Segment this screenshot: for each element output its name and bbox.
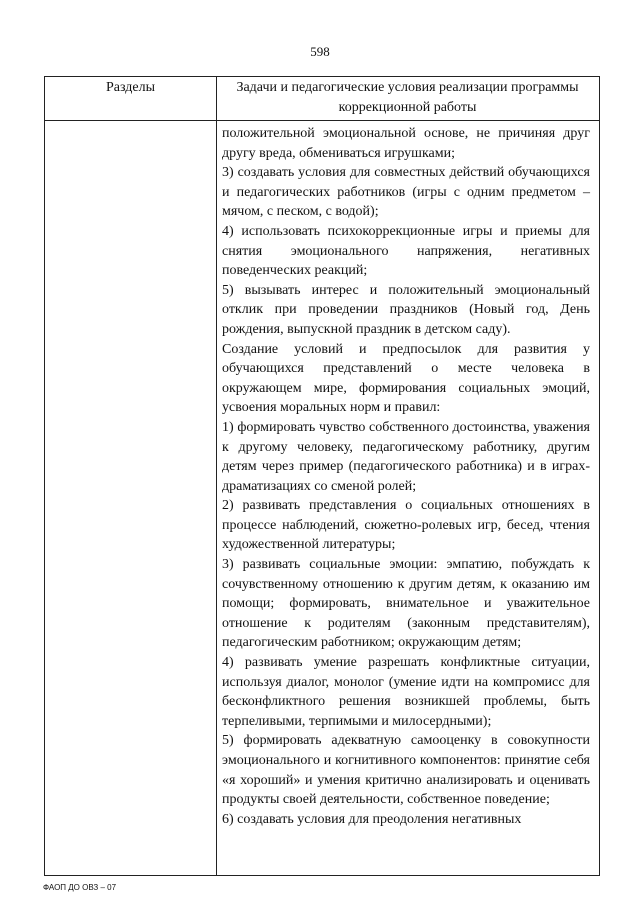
paragraph: 3) развивать социальные эмоции: эмпатию, побуждать к сочувственному отношению к другим детям, к оказанию им помощи; формировать, внимательное и уважительное отношение к родителям (законным представителям), педагогическим работником; окружающим детям; [222, 557, 590, 651]
column-divider [216, 77, 217, 875]
content-table [44, 76, 600, 876]
paragraph: 6) создавать условия для преодоления негативных [222, 811, 522, 827]
paragraph: 2) развивать представления о социальных отношениях в процессе наблюдений, сюжетно-ролевых игр, бесед, чтения художественной литературы; [222, 498, 590, 553]
tasks-cell [222, 124, 590, 829]
paragraph: 4) развивать умение разрешать конфликтные ситуации, используя диалог, монолог (умение идти на компромисс для бесконфликтного решения возникшей проблемы, быть терпеливыми, терпимыми и милосердными); [222, 655, 590, 729]
header-sections: Разделы [105, 80, 155, 95]
header-tasks: Задачи и педагогические условия реализации программы коррекционной работы [236, 80, 579, 115]
page-number: 598 [310, 44, 330, 59]
paragraph: 4) использовать психокоррекционные игры и приемы для снятия эмоционального напряжения, негативных поведенческих реакций; [222, 223, 590, 279]
paragraph: положительной эмоциональной основе, не причиняя друг другу вреда, обмениваться игрушками; [222, 126, 590, 161]
paragraph: 1) формировать чувство собственного достоинства, уважения к другому человеку, педагогическому работнику, другим детям через пример (педагогического работника) и в играх-драматизациях со сменой ролей; [222, 419, 590, 494]
paragraph: 3) создавать условия для совместных действий обучающихся и педагогических работников (игры с одним предметом – мячом, с песком, с водой); [222, 165, 590, 220]
header-row-divider [45, 120, 599, 121]
paragraph: 5) формировать адекватную самооценку в совокупности эмоционального и когнитивного компонентов: принятие себя «я хороший» и умения критично анализировать и оценивать продукты своей деятельности, собственное поведение; [222, 733, 590, 808]
footer-doc-code: ФАОП ДО ОВЗ – 07 [43, 883, 117, 892]
paragraph: Создание условий и предпосылок для развития у обучающихся представлений о месте человека в окружающем мире, формирования социальных эмоций, усвоения моральных норм и правил: [222, 341, 590, 416]
paragraph: 5) вызывать интерес и положительный эмоциональный отклик при проведении праздников (Новый год, День рождения, выпускной праздник в детском саду). [222, 282, 590, 337]
